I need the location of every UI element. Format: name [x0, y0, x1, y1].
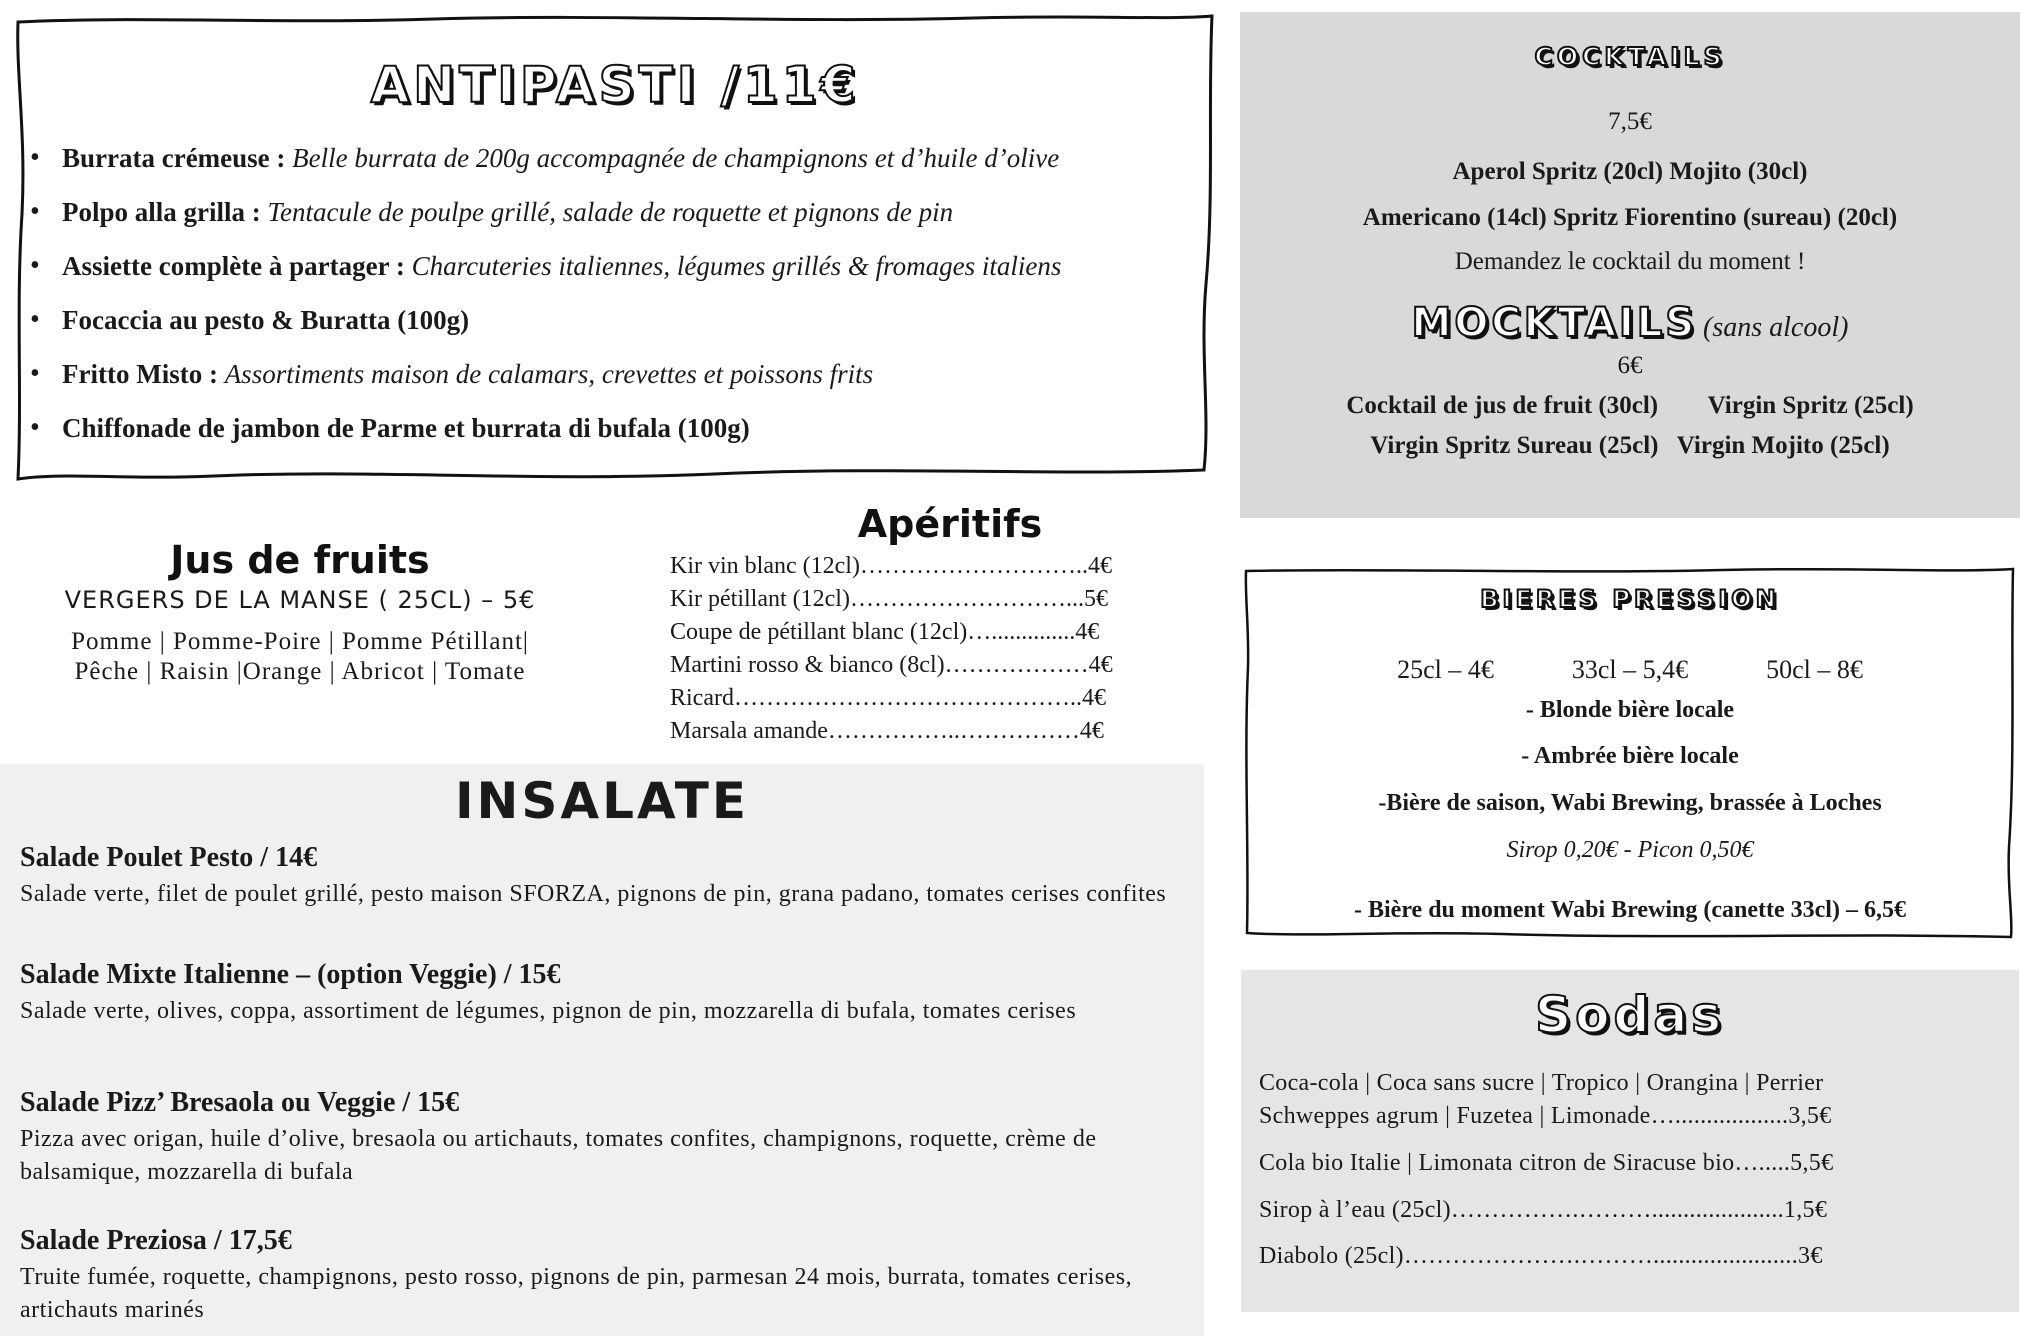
list-item [20, 1087, 1190, 1189]
cocktails-line: Aperol Spritz (20cl) Mojito (30cl) [1452, 158, 1808, 185]
list-item: Ricard……………………………………..4€ [670, 685, 1106, 711]
list-item: Kir pétillant (12cl)………………………...5€ [670, 586, 1108, 612]
list-item: Cola bio Italie | Limonata citron de Siracuse bio….....5,5€ [1259, 1150, 1834, 1176]
list-item [20, 959, 1190, 1028]
salad-name: Salade Mixte Italienne – (option Veggie) / 15€ [20, 959, 561, 990]
list-item: Marsala amande……………..……………4€ [670, 718, 1104, 744]
list-item: Kir vin blanc (12cl)………………………..4€ [670, 553, 1112, 579]
sodas-title: Sodas [1535, 986, 1725, 1044]
item-name: Chiffonade de jambon de Parme et burrata di bufala (100g) [62, 413, 750, 443]
cocktails-line: Americano (14cl) Spritz Fiorentino (sureau) (20cl) [1362, 204, 1898, 231]
insalate-title: INSALATE [454, 772, 750, 830]
cocktails-note: Demandez le cocktail du moment ! [1454, 248, 1806, 275]
list-item: Sirop à l’eau (25cl)…………….……….....................1,5€ [1259, 1197, 1828, 1223]
cocktails-title: COCKTAILS [1534, 42, 1726, 71]
salad-description: Salade verte, olives, coppa, assortiment de légumes, pignon de pin, mozzarella di bufala, tomates cerises [20, 998, 1077, 1024]
salad-description: Pizza avec origan, huile d’olive, bresaola ou artichauts, tomates confites, champignons, roquette, crème de balsamique, mozzarella di bufala [20, 1126, 1097, 1185]
aperitifs-title: Apéritifs [857, 502, 1043, 546]
list-item: Schweppes agrum | Fuzetea | Limonade…..................3,5€ [1259, 1103, 1832, 1129]
bieres-section [1243, 567, 2017, 941]
cocktails-price: 7,5€ [1608, 108, 1652, 135]
salad-name: Salade Pizz’ Bresaola ou Veggie / 15€ [20, 1087, 460, 1118]
item-description: Tentacule de poulpe grillé, salade de roquette et pignons de pin [267, 197, 954, 227]
list-item [30, 412, 1210, 466]
insalate-section [0, 764, 1204, 1336]
mocktails-price: 6€ [1617, 352, 1643, 379]
mocktails-title: MOCKTAILS [1411, 300, 1698, 346]
salad-name: Salade Poulet Pesto / 14€ [20, 842, 318, 873]
item-name: Focaccia au pesto & Buratta (100g) [62, 305, 470, 335]
list-item [20, 1225, 1190, 1327]
item-description: Belle burrata de 200g accompagnée de champignons et d’huile d’olive [292, 143, 1060, 173]
list-item: Diabolo (25cl)………………….……….......................3€ [1259, 1243, 1823, 1269]
aperitifs-list [670, 550, 1190, 748]
salad-name: Salade Preziosa / 17,5€ [20, 1225, 292, 1256]
list-item [30, 196, 1210, 250]
mocktails-heading [1240, 300, 2020, 346]
jus-line: Pomme | Pomme-Poire | Pomme Pétillant| [71, 628, 529, 655]
item-name: Polpo alla grilla : [62, 197, 261, 227]
list-item [30, 304, 1210, 358]
salad-description: Truite fumée, roquette, champignons, pesto rosso, pignons de pin, parmesan 24 mois, burrata, tomates cerises, artichauts marinés [20, 1264, 1133, 1323]
antipasti-section [14, 14, 1216, 484]
jus-subtitle: VERGERS DE LA MANSE ( 25CL) – 5€ [64, 586, 536, 614]
salad-description: Salade verte, filet de poulet grillé, pesto maison SFORZA, pignons de pin, grana padano, tomates cerises confites [20, 881, 1167, 907]
mocktails-line: Virgin Spritz Sureau (25cl) Virgin Mojito (25cl) [1370, 432, 1890, 459]
list-item: Coca-cola | Coca sans sucre | Tropico | Orangina | Perrier [1259, 1070, 1824, 1096]
item-description: Assortiments maison de calamars, crevettes et poissons frits [224, 359, 874, 389]
list-item: - Ambrée bière locale [1521, 743, 1739, 769]
mocktails-subtitle: (sans alcool) [1703, 312, 1849, 343]
cocktails-section [1240, 12, 2020, 518]
jus-de-fruits-section [20, 538, 580, 686]
bieres-title: BIERES PRESSION [1480, 585, 1780, 613]
list-item: -Bière de saison, Wabi Brewing, brassée à Loches [1378, 790, 1882, 816]
antipasti-title: ANTIPASTI /11€ [370, 56, 860, 114]
list-item [30, 142, 1210, 196]
item-name: Assiette complète à partager : [62, 251, 405, 281]
list-item [30, 250, 1210, 304]
list-item: - Bière du moment Wabi Brewing (canette 33cl) – 6,5€ [1354, 897, 1906, 923]
list-item: Martini rosso & bianco (8cl)………………4€ [670, 652, 1113, 678]
mocktails-line: Cocktail de jus de fruit (30cl) Virgin Spritz (25cl) [1346, 392, 1914, 419]
bieres-sirop: Sirop 0,20€ - Picon 0,50€ [1506, 837, 1754, 863]
list-item [20, 842, 1190, 911]
jus-line: Pêche | Raisin |Orange | Abricot | Tomate [74, 658, 526, 685]
antipasti-list [30, 142, 1210, 466]
item-name: Burrata crémeuse : [62, 143, 286, 173]
list-item: Coupe de pétillant blanc (12cl)…..............4€ [670, 619, 1100, 645]
sodas-section [1241, 970, 2019, 1312]
list-item [30, 358, 1210, 412]
list-item: - Blonde bière locale [1525, 697, 1735, 723]
item-description: Charcuteries italiennes, légumes grillés & fromages italiens [411, 251, 1062, 281]
jus-title: Jus de fruits [170, 538, 430, 582]
item-name: Fritto Misto : [62, 359, 218, 389]
bieres-sizes: 25cl – 4€ 33cl – 5,4€ 50cl – 8€ [1397, 655, 1863, 684]
